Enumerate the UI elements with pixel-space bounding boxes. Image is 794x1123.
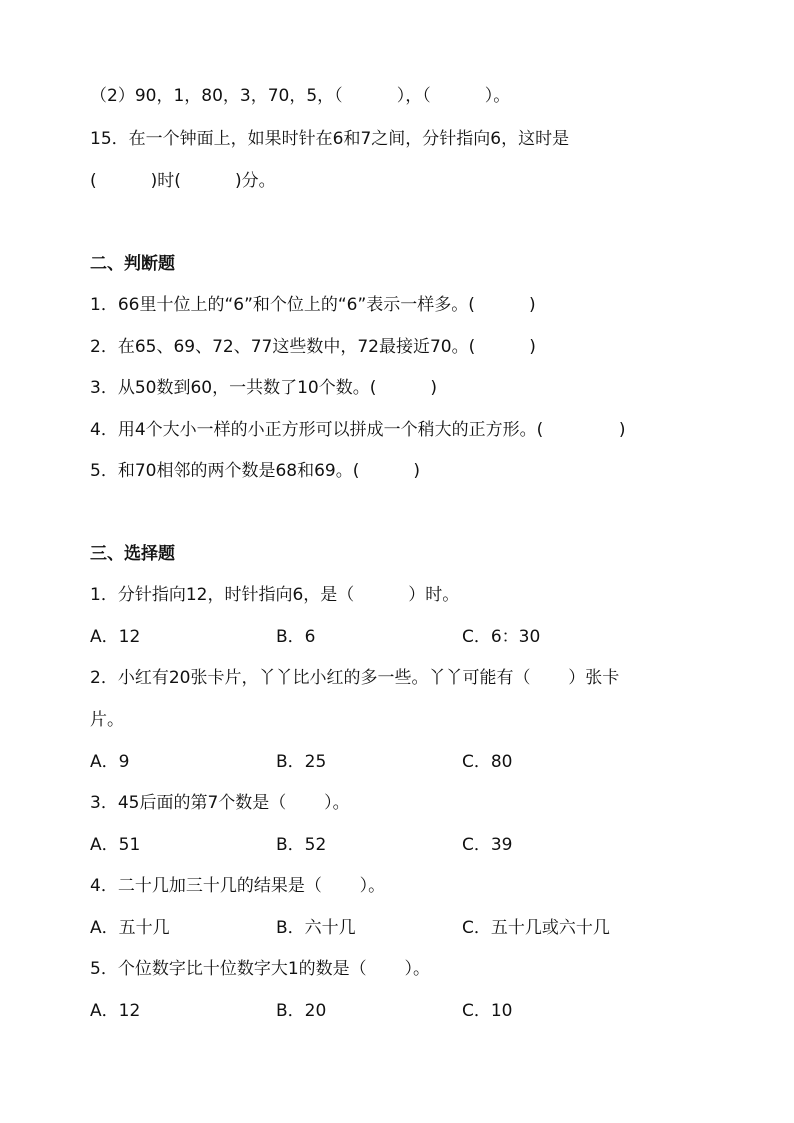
choice-question-2-stem-cont: 片。 — [90, 710, 124, 730]
judge-item-1: 1．66里十位上的“6”和个位上的“6”表示一样多。( ) — [90, 295, 536, 315]
choice-question-3-option-c: C．39 — [462, 835, 513, 855]
choice-question-2-option-a: A．9 — [90, 752, 130, 772]
choice-question-2-option-c: C．80 — [462, 752, 513, 772]
choice-question-1-option-b: B．6 — [276, 627, 316, 647]
choice-question-1-option-c: C．6：30 — [462, 627, 541, 647]
judge-item-2: 2．在65、69、72、77这些数中，72最接近70。( ) — [90, 337, 536, 357]
choice-question-5-stem: 5．个位数字比十位数字大1的数是（ ）。 — [90, 959, 430, 979]
choice-question-5-option-a: A．12 — [90, 1001, 141, 1021]
choice-question-5-option-c: C．10 — [462, 1001, 513, 1021]
choice-question-5-option-b: B．20 — [276, 1001, 327, 1021]
choice-question-2-option-b: B．25 — [276, 752, 327, 772]
choice-question-1-stem: 1．分针指向12，时针指向6，是（ ）时。 — [90, 585, 460, 605]
choice-question-4-option-b: B．六十几 — [276, 918, 356, 938]
judge-item-4: 4．用4个大小一样的小正方形可以拼成一个稍大的正方形。( ) — [90, 420, 626, 440]
choice-question-4-option-c: C．五十几或六十几 — [462, 918, 610, 938]
choice-question-3-option-b: B．52 — [276, 835, 327, 855]
choice-question-3-stem: 3．45后面的第7个数是（ ）。 — [90, 793, 350, 813]
section-judge-title: 二、判断题 — [90, 254, 175, 274]
choice-question-2-stem: 2．小红有20张卡片，丫丫比小红的多一些。丫丫可能有（ ）张卡 — [90, 668, 620, 688]
judge-item-5: 5．和70相邻的两个数是68和69。( ) — [90, 461, 421, 481]
choice-question-3-option-a: A．51 — [90, 835, 141, 855]
choice-question-4-stem: 4．二十几加三十几的结果是（ ）。 — [90, 876, 386, 896]
fill-in-question-2: （2）90，1，80，3，70，5，（ ），（ ）。 — [90, 86, 511, 106]
judge-item-3: 3．从50数到60，一共数了10个数。( ) — [90, 378, 438, 398]
section-choice-title: 三、选择题 — [90, 544, 175, 564]
choice-question-1-option-a: A．12 — [90, 627, 141, 647]
choice-question-4-option-a: A．五十几 — [90, 918, 170, 938]
question-15-line-2: ( )时( )分。 — [90, 171, 276, 191]
question-15-line-1: 15．在一个钟面上，如果时针在6和7之间，分针指向6，这时是 — [90, 129, 570, 149]
